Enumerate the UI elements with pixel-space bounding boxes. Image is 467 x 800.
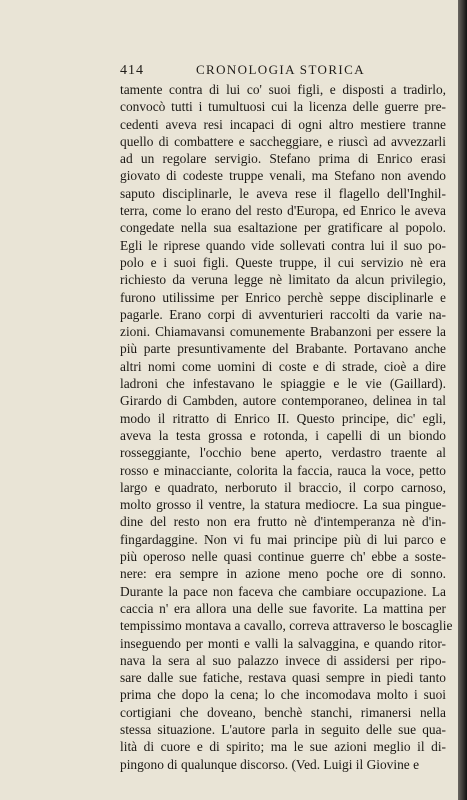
text-line: polo e i suoi figli. Queste truppe, il cui servizio nè era	[120, 254, 446, 270]
text-line: cedenti aveva resi incapaci di ogni altro mestiere tranne	[120, 116, 446, 132]
text-line: terra, come lo erano del resto d'Europa, ed Enrico le aveva	[120, 203, 446, 219]
text-line: Girardo di Cambden, autore contemporaneo, delinea in tal	[120, 393, 446, 409]
running-title: CRONOLOGIA STORICA	[195, 62, 365, 77]
text-line: stessa situazione. L'autore parla in seguito delle sue qua-	[120, 721, 446, 737]
scan-edge	[458, 0, 467, 800]
text-line: rosseggiante, l'occhio bene aperto, verdastro traente al	[120, 445, 446, 461]
text-line: nere: era sempre in azione meno poche ore di sonno.	[120, 566, 446, 582]
text-line: rosso e minacciante, colorita la faccia, rauca la voce, petto	[120, 462, 446, 478]
text-line: pingono di qualunque discorso. (Ved. Luigi il Giovine e	[120, 756, 420, 772]
body-text	[120, 81, 453, 773]
text-line: giovato di codeste truppe venali, ma Stefano non avendo	[120, 168, 446, 184]
text-line: tempissimo montava a cavallo, correva attraverso le boscaglie	[120, 618, 453, 634]
text-line: modo il ritratto di Enrico II. Questo principe, dic' egli,	[120, 410, 446, 426]
page-number: 414	[120, 63, 144, 78]
text-line: convocò tutti i tumultuosi cui la licenza delle guerre pre-	[120, 99, 446, 115]
text-line: fingardaggine. Non vi fu mai principe più di lui parco e	[120, 531, 446, 547]
text-line: tamente contra di lui co' suoi figli, e disposti a tradirlo,	[120, 82, 446, 97]
text-line: cortigiani che doveano, benchè stanchi, rimanersi nella	[120, 704, 446, 720]
page-header	[120, 62, 365, 79]
text-line: aveva la testa grossa e rotonda, i capelli di un biondo	[120, 427, 446, 443]
text-line: caccia n' era allora una delle sue favorite. La mattina per	[120, 600, 446, 616]
text-line: congedate nella sua esaltazione per gratificare al popolo.	[120, 220, 446, 236]
text-line: molto grosso il ventre, la statura mediocre. La sua pingue-	[120, 497, 446, 513]
text-line: inseguendo per monti e valli la salvaggina, e quando ritor-	[120, 635, 446, 651]
text-line: altri nomi come uomini di coste e di strade, cioè a dire	[120, 358, 446, 374]
text-line: Egli le riprese quando vide sollevati contra lui il suo po-	[120, 237, 446, 253]
text-line: Durante la pace non faceva che cambiare occupazione. La	[120, 583, 446, 599]
text-line: quello di combattere e saccheggiare, e riuscì ad avvezzarli	[120, 133, 446, 149]
text-line: furono utilissime per Enrico perchè seppe disciplinarle e	[120, 289, 446, 305]
text-line: lità di cuore e di spirito; ma le sue azioni meglio il di-	[120, 739, 446, 755]
text-line: prima che dopo la cena; lo che incomodava molto i suoi	[120, 687, 446, 703]
text-line: ladroni che infestavano le spiaggie e le vie (Gaillard).	[120, 376, 446, 392]
text-line: più parte presuntivamente del Brabante. Portavano anche	[120, 341, 446, 357]
text-line: saputo disciplinarle, le aveva rese il flagello dell'Inghil-	[120, 185, 446, 201]
text-line: largo e quadrato, nerboruto il braccio, il corpo carnoso,	[120, 479, 446, 495]
text-line: zioni. Chiamavansi comunemente Brabanzoni per essere la	[120, 324, 446, 340]
text-line: sare dalle sue fatiche, restava quasi sempre in piedi tanto	[120, 670, 446, 686]
text-line: pagarle. Erano corpi di avventurieri raccolti da varie na-	[120, 306, 446, 322]
text-line: nava la sera al suo palazzo invece di assidersi per ripo-	[120, 652, 446, 668]
text-line: dine del resto non era frutto nè d'intemperanza nè d'in-	[120, 514, 446, 530]
text-line: ad un regolare servigio. Stefano prima di Enrico erasi	[120, 151, 446, 167]
text-line: richiesto da veruna legge nè limitato da alcun privilegio,	[120, 272, 446, 288]
text-line: più operoso nelle quasi continue guerre ch' ebbe a soste-	[120, 549, 446, 565]
